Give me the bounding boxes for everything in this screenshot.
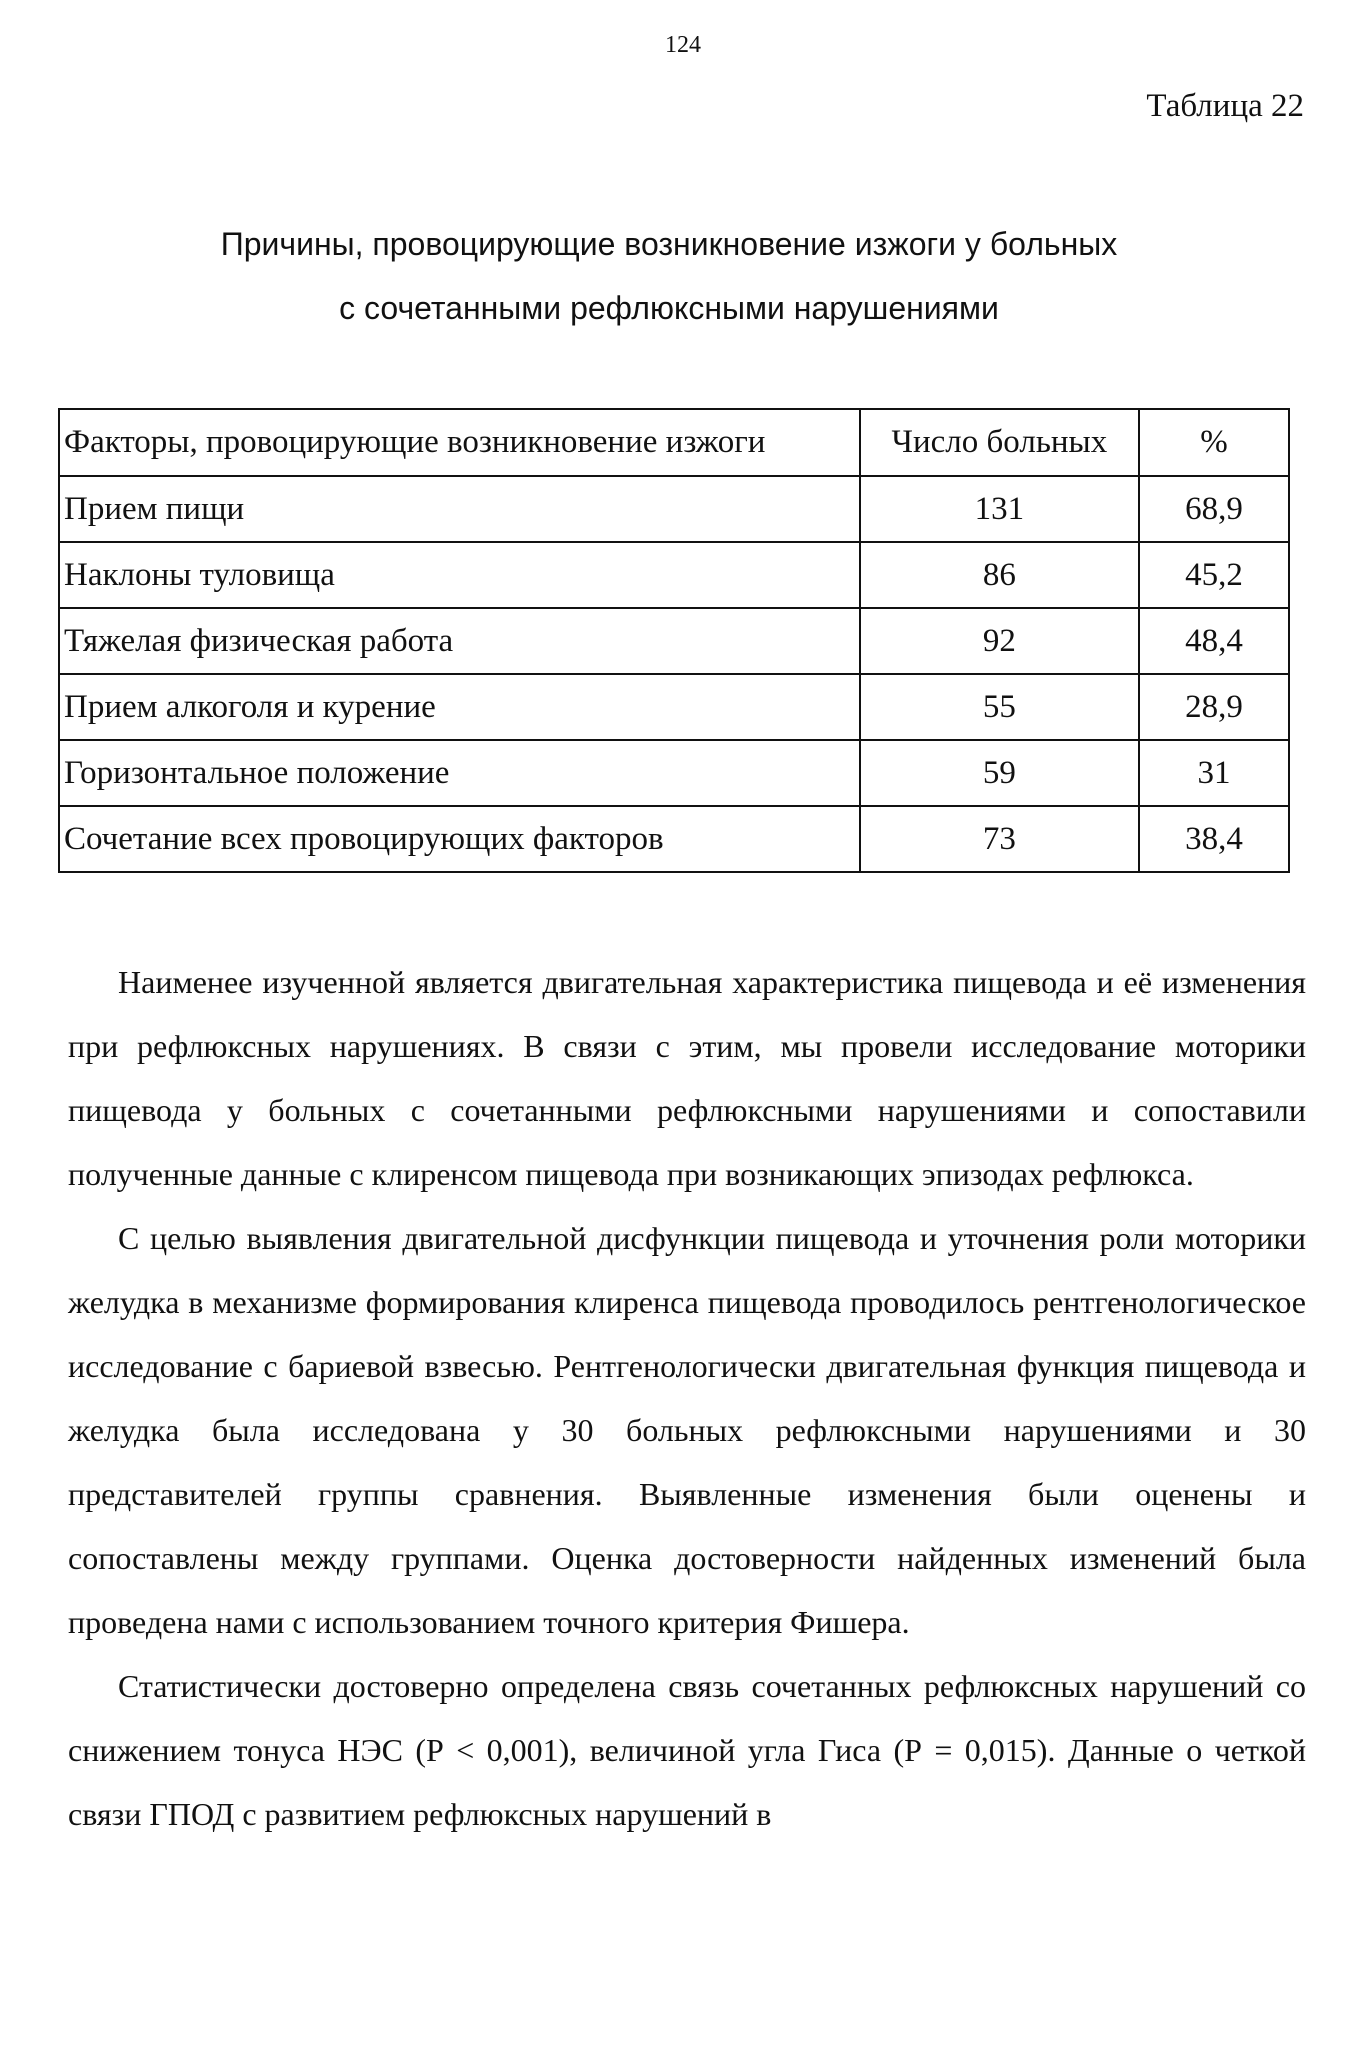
cell-factor: Тяжелая физическая работа xyxy=(59,608,860,674)
cell-factor: Прием алкоголя и курение xyxy=(59,674,860,740)
paragraph: С целью выявления двигательной дисфункции пищевода и уточнения роли моторики желудка в механизме формирования клиренса пищевода проводилось рентгенологическое исследование с бариевой взвесью. Рентгенологически двигательная функция пищевода и желудка была исследована у 30 больных рефлюксными нарушениями и 30 представителей группы сравнения. Выявленные изменения были оценены и сопоставлены между группами. Оценка достоверности найденных изменений была проведена нами с использованием точного критерия Фишера. xyxy=(68,1220,1306,1640)
cell-percent: 48,4 xyxy=(1139,608,1289,674)
cell-count: 59 xyxy=(860,740,1139,806)
cell-factor: Прием пищи xyxy=(59,476,860,542)
cell-factor: Горизонтальное положение xyxy=(59,740,860,806)
page-number: 124 xyxy=(665,32,701,58)
table-row xyxy=(59,740,1289,806)
paragraph: Наименее изученной является двигательная характеристика пищевода и её изменения при рефлюксных нарушениях. В связи с этим, мы провели исследование моторики пищевода у больных с сочетанными рефлюксными нарушениями и сопоставили полученные данные с клиренсом пищевода при возникающих эпизодах рефлюкса. xyxy=(68,964,1306,1192)
table-row xyxy=(59,542,1289,608)
table-row xyxy=(59,476,1289,542)
table-label: Таблица 22 xyxy=(1146,88,1304,124)
caption-line-1: Причины, провоцирующие возникновение изжоги у больных xyxy=(220,226,1118,262)
cell-count: 86 xyxy=(860,542,1139,608)
table-caption xyxy=(60,212,1278,340)
cell-percent: 45,2 xyxy=(1139,542,1289,608)
body-text xyxy=(68,950,1306,1846)
header-factor: Факторы, провоцирующие возникновение изжоги xyxy=(59,409,860,476)
paragraph: Статистически достоверно определена связь сочетанных рефлюксных нарушений со снижением тонуса НЭС (Р < 0,001), величиной угла Гиса (Р = 0,015). Данные о четкой связи ГПОД с развитием рефлюксных нарушений в xyxy=(68,1668,1306,1832)
cell-count: 131 xyxy=(860,476,1139,542)
cell-factor: Сочетание всех провоцирующих факторов xyxy=(59,806,860,872)
cell-count: 73 xyxy=(860,806,1139,872)
header-percent: % xyxy=(1139,409,1289,476)
cell-percent: 38,4 xyxy=(1139,806,1289,872)
cell-percent: 31 xyxy=(1139,740,1289,806)
cell-factor: Наклоны туловища xyxy=(59,542,860,608)
table-header-row xyxy=(59,409,1289,476)
table-row xyxy=(59,806,1289,872)
table-row xyxy=(59,674,1289,740)
cell-percent: 28,9 xyxy=(1139,674,1289,740)
cell-count: 92 xyxy=(860,608,1139,674)
table-row xyxy=(59,608,1289,674)
factors-table xyxy=(58,408,1290,873)
cell-percent: 68,9 xyxy=(1139,476,1289,542)
caption-line-2: с сочетанными рефлюксными нарушениями xyxy=(339,290,999,326)
cell-count: 55 xyxy=(860,674,1139,740)
header-count: Число больных xyxy=(860,409,1139,476)
